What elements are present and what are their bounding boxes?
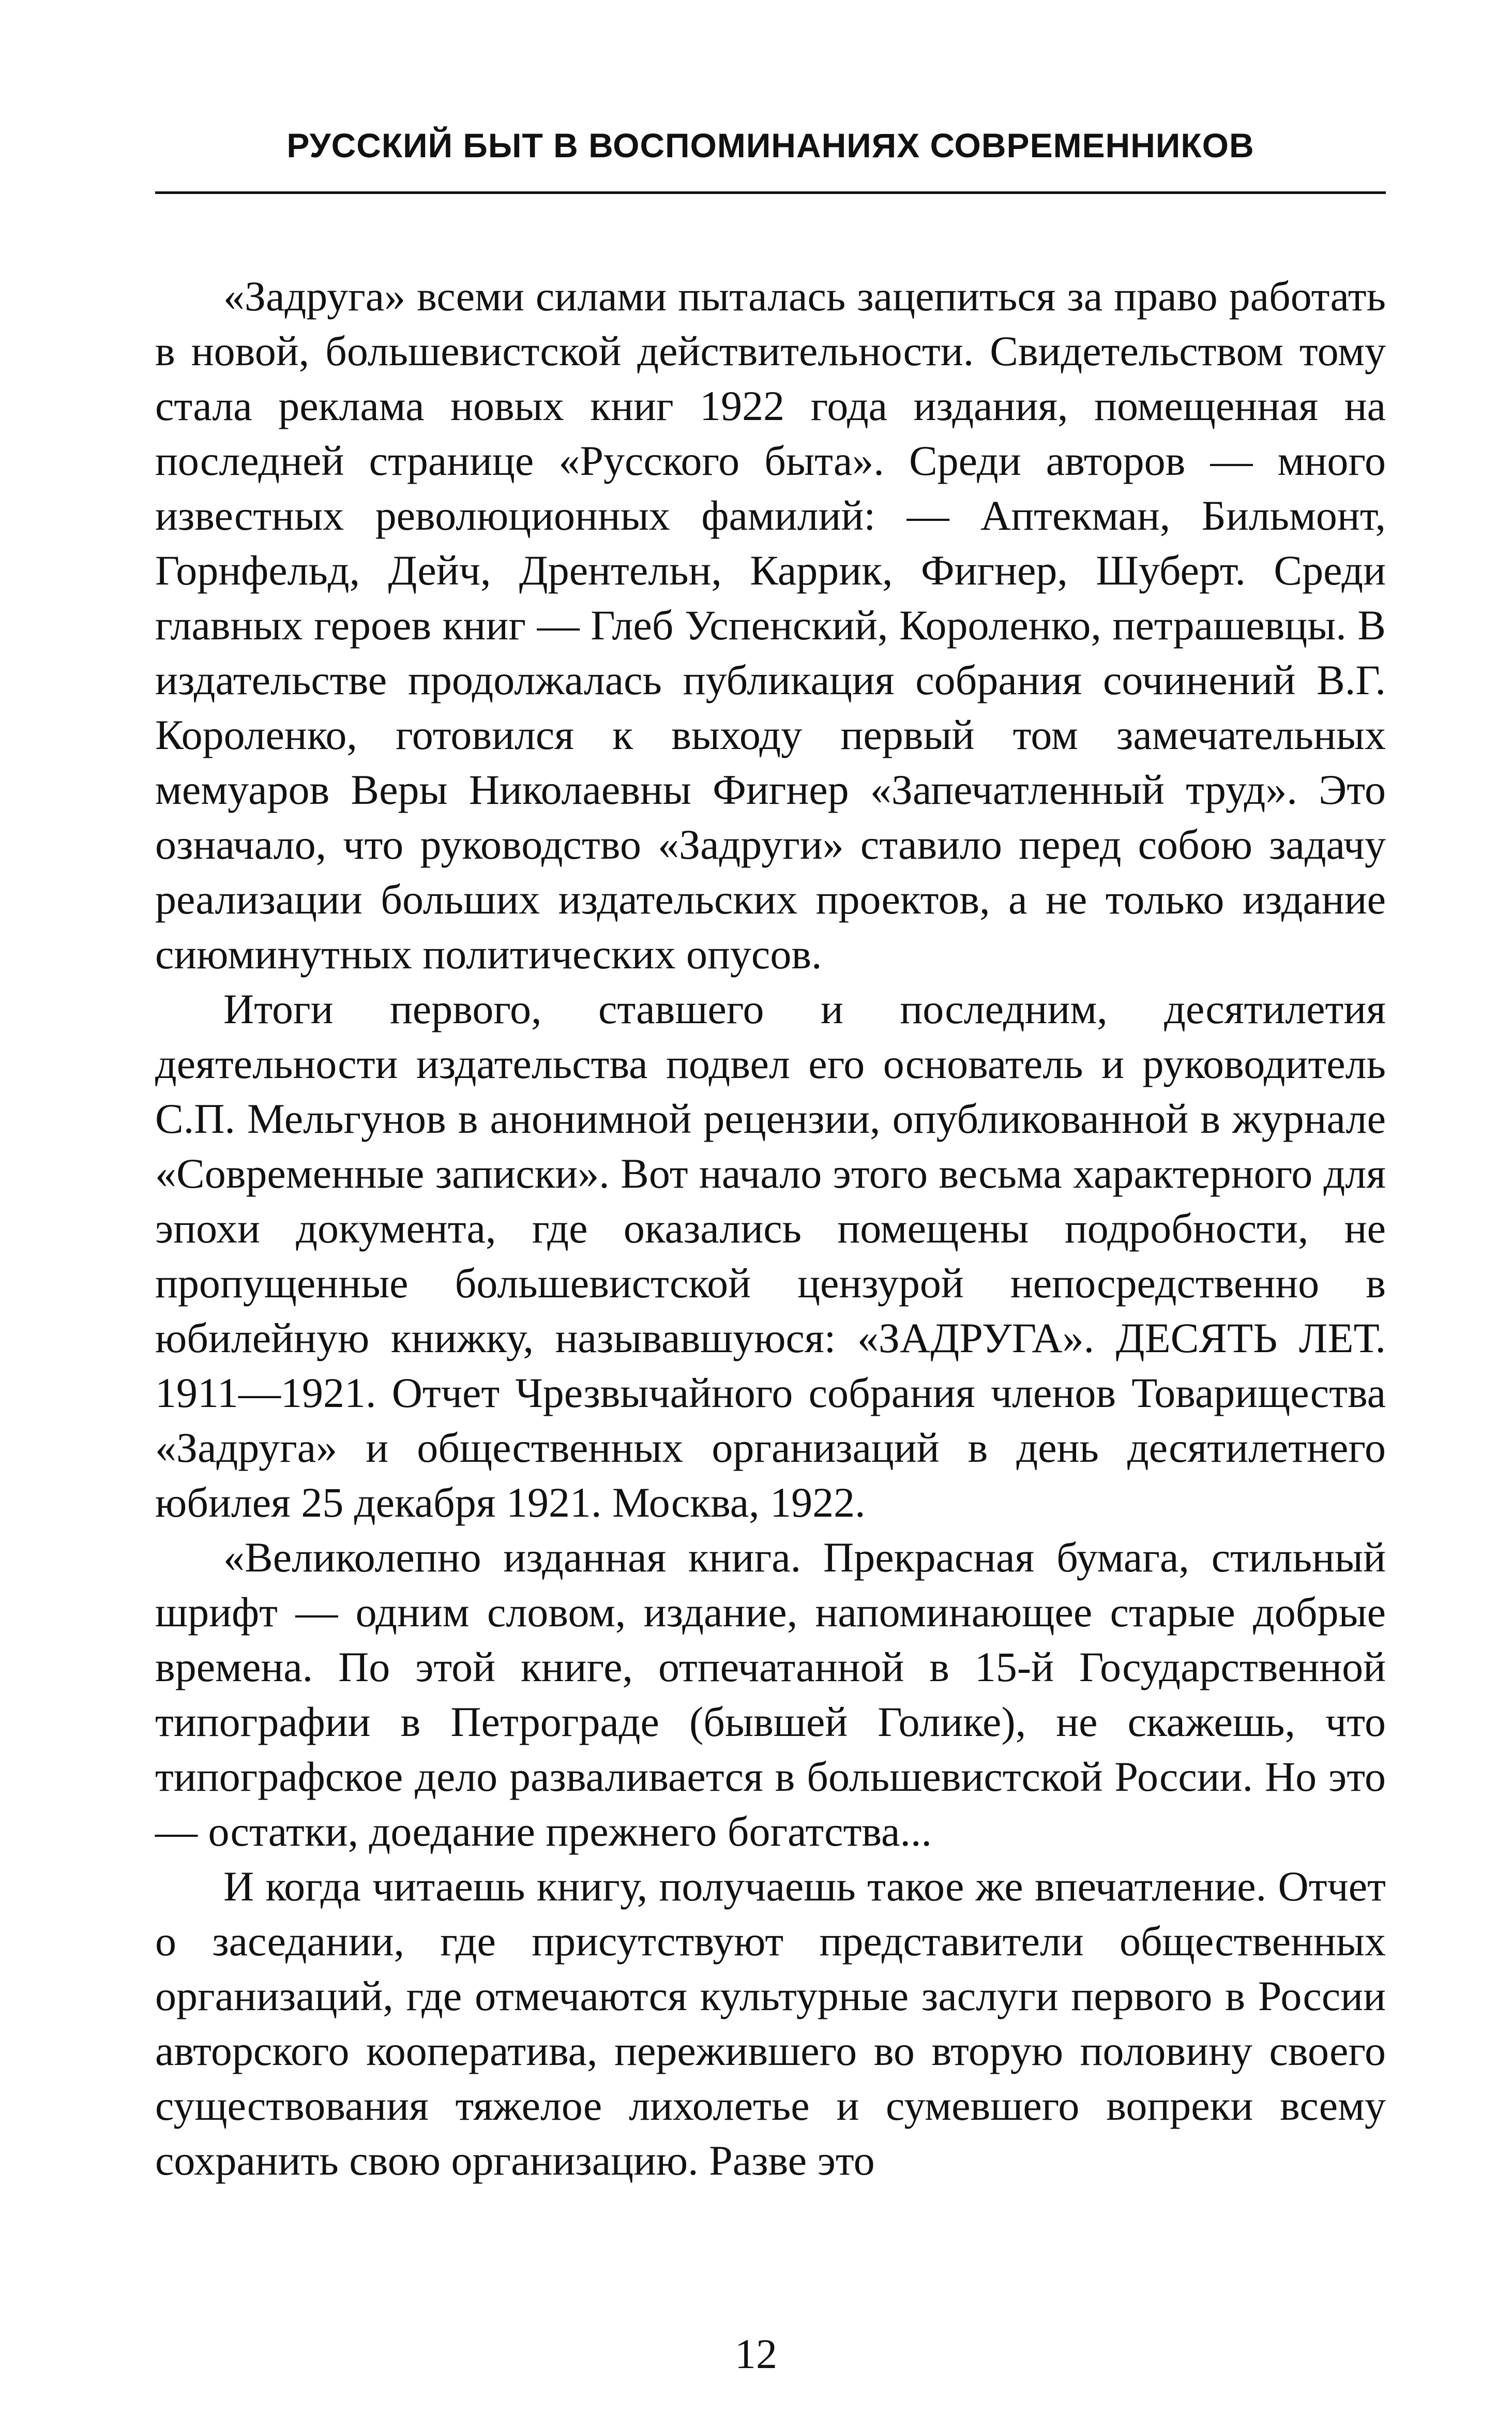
paragraph: Итоги первого, ставшего и последним, десятилетия деятельности издательства подвел его основатель и руководитель С.П. Мельгунов в анонимной рецензии, опубликованной в журнале «Современные записки». Вот начало этого весьма характерного для эпохи документа, где оказались помещены подробности, не пропущенные большевистской цензурой непосредственно в юбилейную книжку, называвшуюся: «ЗАДРУГА». ДЕСЯТЬ ЛЕТ. 1911—1921. Отчет Чрезвычайного собрания членов Товарищества «Задруга» и общественных организаций в день десятилетнего юбилея 25 декабря 1921. Москва, 1922. [155, 985, 1386, 1526]
running-header [155, 128, 1386, 162]
running-title: РУССКИЙ БЫТ В ВОСПОМИНАНИЯХ СОВРЕМЕННИКОВ [286, 126, 1254, 164]
page-number: 12 [735, 2330, 777, 2377]
paragraph: «Задруга» всеми силами пыталась зацепиться за право работать в новой, большевистской действительности. Свидетельством тому стала реклама новых книг 1922 года издания, помещенная на последней странице «Русского быта». Среди авторов — много известных революционных фамилий: — Аптекман, Бильмонт, Горнфельд, Дейч, Дрентельн, Каррик, Фигнер, Шуберт. Среди главных героев книг — Глеб Успенский, Короленко, петрашевцы. В издательстве продолжалась публикация собрания сочинений В.Г. Короленко, готовился к выходу первый том замечательных мемуаров Веры Николаевны Фигнер «Запечатленный труд». Это означало, что руководство «Задруги» ставило перед собою задачу реализации больших издательских проектов, а не только издание сиюминутных политических опусов. [155, 273, 1386, 978]
body-text [155, 269, 1386, 2188]
header-rule [155, 191, 1386, 194]
paragraph: «Великолепно изданная книга. Прекрасная бумага, стильный шрифт — одним словом, издание, напоминающее старые добрые времена. По этой книге, отпечатанной в 15-й Государственной типографии в Петрограде (бывшей Голике), не скажешь, что типографское дело разваливается в большевистской России. Но это — остатки, доедание прежнего богатства... [155, 1534, 1386, 1855]
paragraph: И когда читаешь книгу, получаешь такое же впечатление. Отчет о заседании, где присутствуют представители общественных организаций, где отмечаются культурные заслуги первого в России авторского кооператива, пережившего во вторую половину своего существования тяжелое лихолетье и сумевшего вопреки всему сохранить свою организацию. Разве это [155, 1863, 1386, 2184]
